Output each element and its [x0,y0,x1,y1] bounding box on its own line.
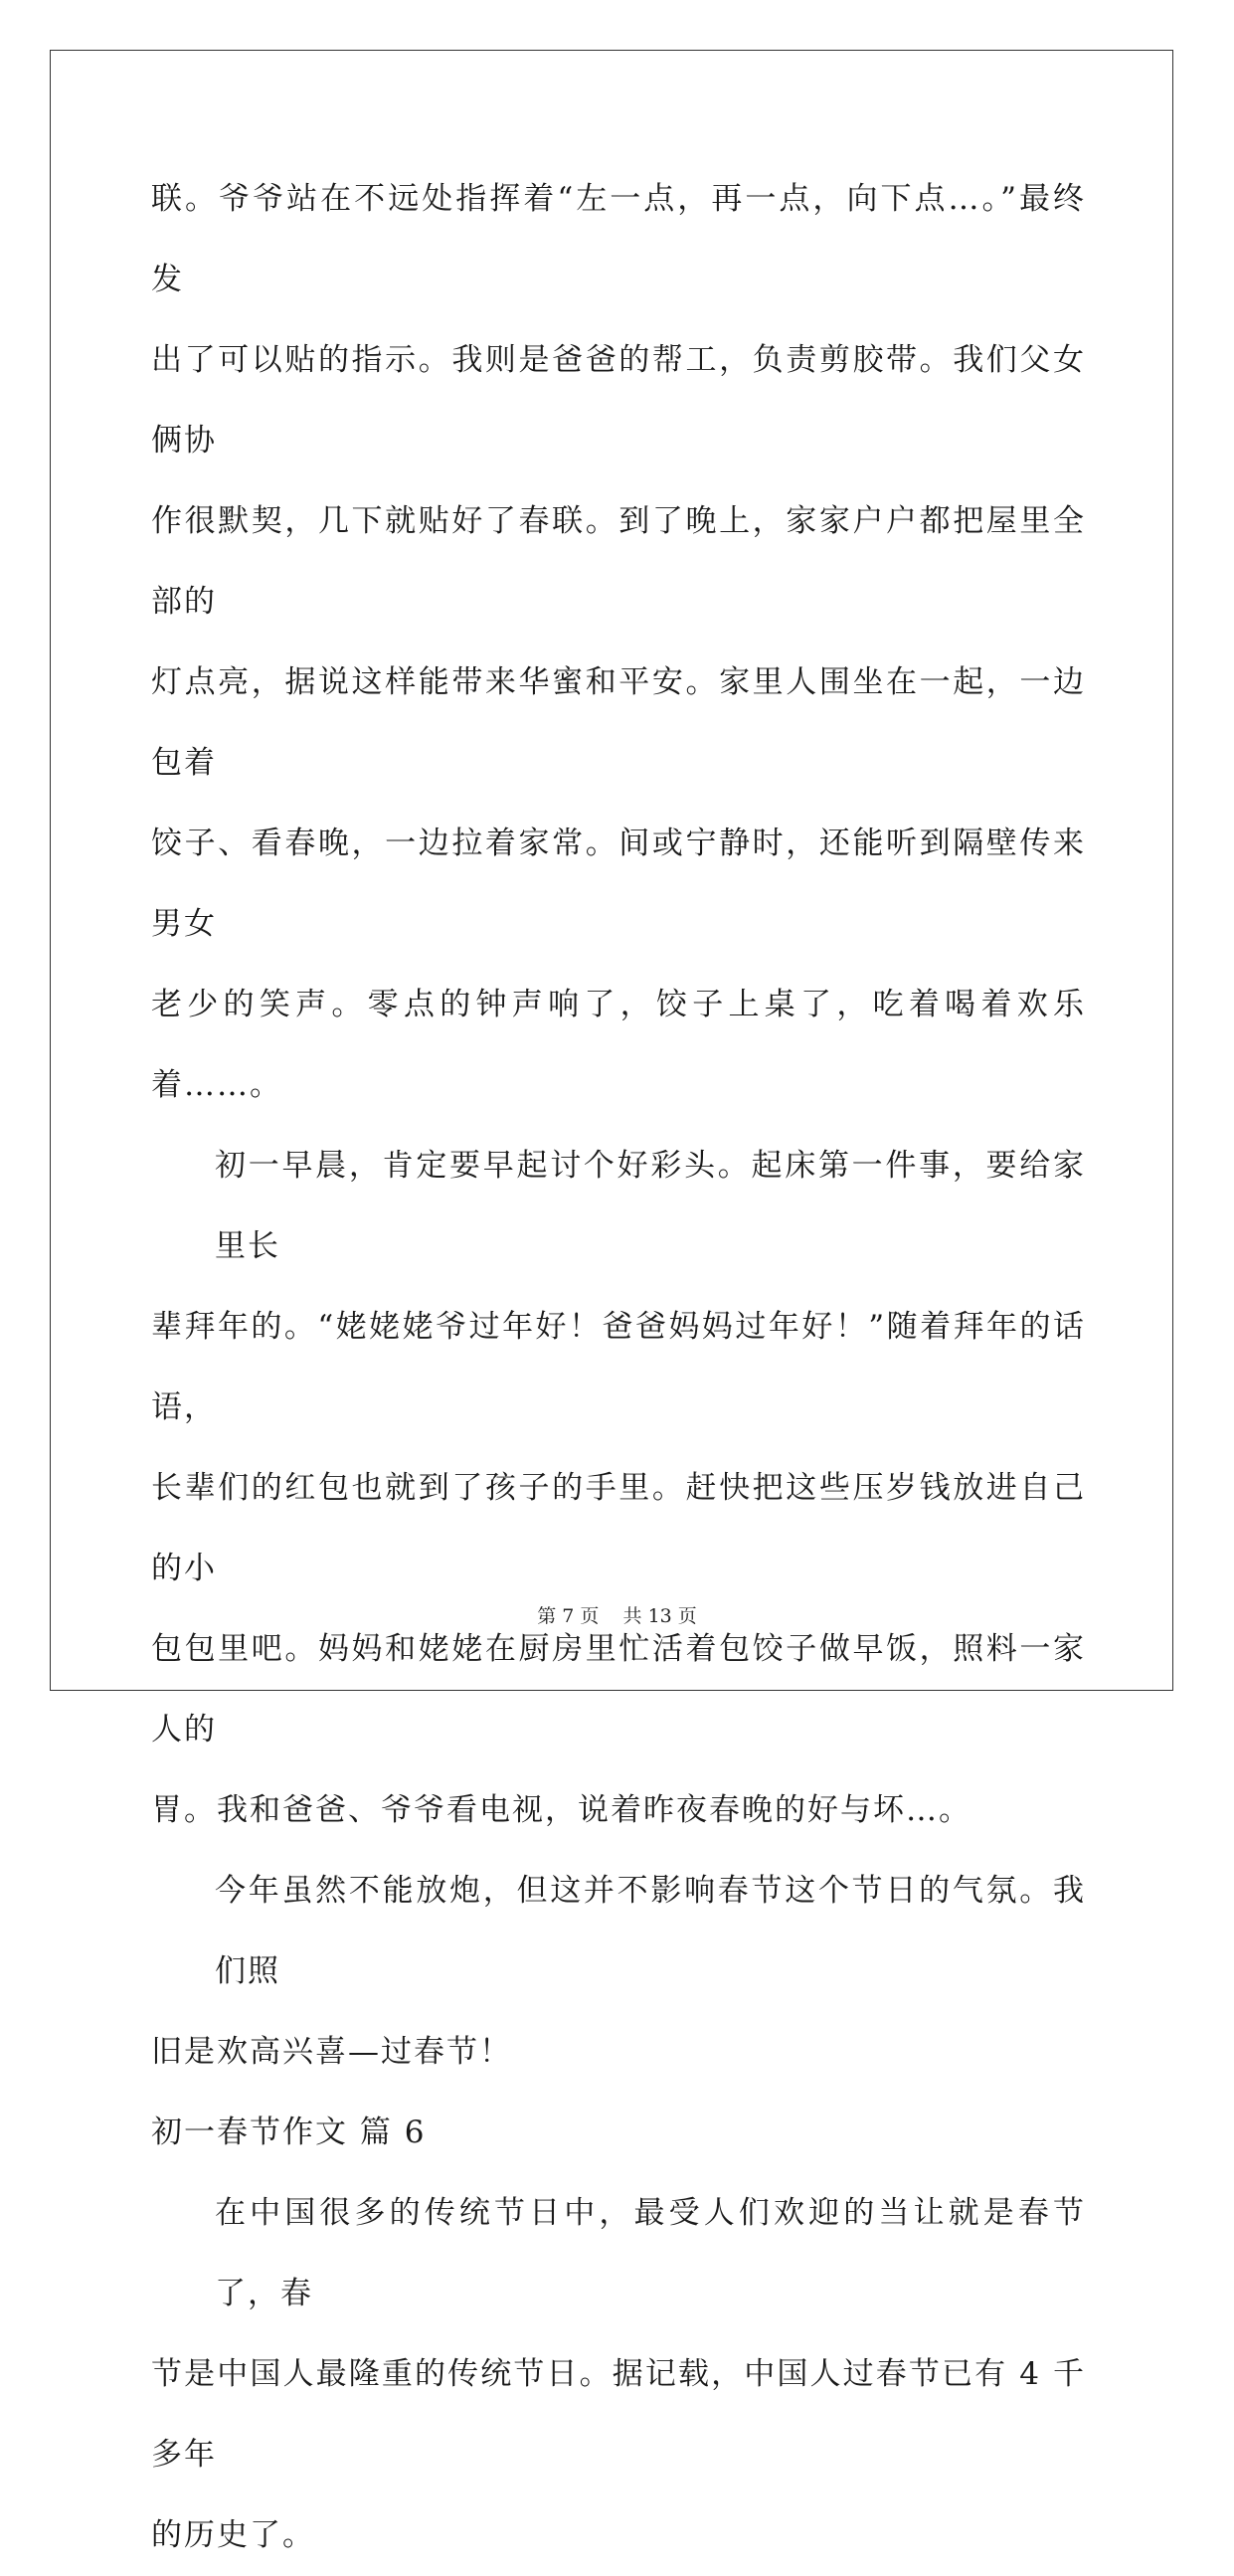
paragraph-2 [151,1126,1086,1851]
text-line: 出了可以贴的指示。我则是爸爸的帮工，负责剪胶带。我们父女俩协 [151,342,1086,459]
document-body [151,159,1086,2576]
text-line: 老少的笑声。零点的钟声响了，饺子上桌了，吃着喝着欢乐着……。 [151,987,1086,1103]
text-line: 胃。我和爸爸、爷爷看电视，说着昨夜春晚的好与坏…。 [151,1792,971,1828]
text-line: 长辈们的红包也就到了孩子的手里。赶快把这些压岁钱放进自己的小 [151,1470,1086,1586]
text-line: 节是中国人最隆重的传统节日。据记载，中国人过春节已有 4 千多年 [151,2356,1086,2473]
text-line: 在中国很多的传统节日中，最受人们欢迎的当让就是春节了，春 [215,2195,1086,2311]
page-number: 第 7 页 共 13 页 [537,1605,697,1627]
text-line: 灯点亮，据说这样能带来华蜜和平安。家里人围坐在一起，一边包着 [151,664,1086,781]
page-footer [0,1601,1234,1628]
text-line: 的历史了。 [151,2517,315,2553]
text-line: 辈拜年的。“姥姥姥爷过年好！爸爸妈妈过年好！”随着拜年的话语， [151,1309,1086,1425]
text-line: 今年虽然不能放炮，但这并不影响春节这个节日的气氛。我们照 [215,1873,1086,1989]
text-line: 联。爷爷站在不远处指挥着“左一点，再一点，向下点…。”最终发 [151,181,1086,297]
text-line: 旧是欢高兴喜—过春节！ [151,2034,512,2070]
paragraph-4 [151,2173,1086,2576]
paragraph-3 [151,1851,1086,2093]
text-line: 初一早晨，肯定要早起讨个好彩头。起床第一件事，要给家里长 [215,1148,1086,1264]
text-line: 包包里吧。妈妈和姥姥在厨房里忙活着包饺子做早饭，照料一家人的 [151,1631,1086,1748]
section-heading: 初一春节作文 篇 6 [151,2115,427,2150]
text-line: 饺子、看春晚，一边拉着家常。间或宁静时，还能听到隔壁传来男女 [151,826,1086,942]
paragraph-1 [151,159,1086,1126]
text-line: 作很默契，几下就贴好了春联。到了晚上，家家户户都把屋里全部的 [151,503,1086,620]
